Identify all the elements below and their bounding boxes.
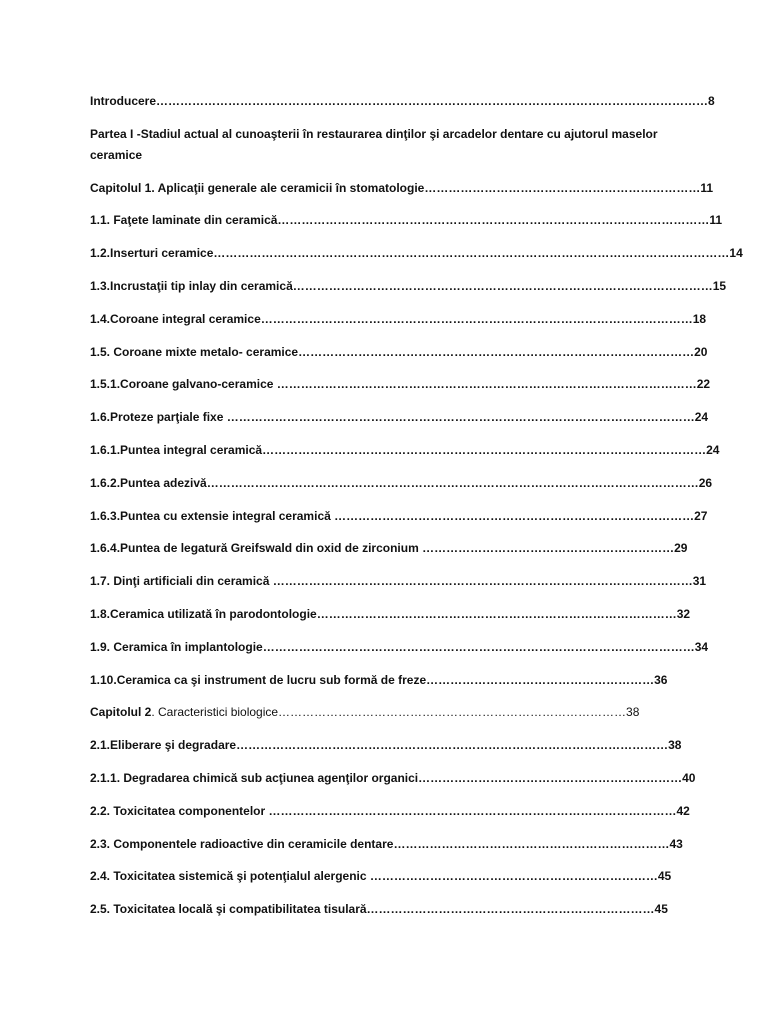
toc-entry-capitolul-2 [90, 702, 650, 723]
toc-text: 2.1.Eliberare şi degradare………………………………………………………………………………………………38 [90, 738, 682, 752]
toc-entry-partea-1 [90, 124, 690, 166]
toc-entry-1-6 [90, 407, 709, 428]
toc-text: 1.6.1.Puntea integral ceramică…………………………………………………………………………………………………24 [90, 443, 720, 457]
toc-text: Partea I -Stadiul actual al cunoaşterii în restaurarea dinţilor şi arcadelor dentare cu ajutorul maselor ceramice [90, 127, 658, 162]
toc-text: 2.5. Toxicitatea locală şi compatibilitatea tisulară………………………………………………………………45 [90, 902, 668, 916]
toc-entry-2-2 [90, 801, 690, 822]
toc-entry-2-4 [90, 866, 672, 887]
toc-text: 1.4.Coroane integral ceramice………………………………………………………………………………………………18 [90, 312, 707, 326]
toc-text: 1.7. Dinţi artificiali din ceramică ……………………………………………………………………………………………31 [90, 574, 707, 588]
toc-text: 1.6.4.Puntea de legatură Greifswald din oxid de zirconium ………………………………………………………29 [90, 541, 688, 555]
toc-entry-1-5 [90, 342, 708, 363]
toc-entry-1-6-2 [90, 473, 713, 494]
toc-text: 1.6.3.Puntea cu extensie integral ceramică ………………………………………………………………………………27 [90, 509, 708, 523]
toc-text: 1.10.Ceramica ca şi instrument de lucru sub formă de freze…………………………………………………36 [90, 673, 668, 687]
toc-entry-capitolul-1 [90, 178, 714, 199]
toc-text: 1.6.Proteze parţiale fixe ………………………………………………………………………………………………………24 [90, 410, 709, 424]
toc-entry-2-5 [90, 899, 668, 920]
toc-text: 1.2.Inserturi ceramice…………………………………………………………………………………………………………………14 [90, 246, 743, 260]
toc-entry-2-1 [90, 735, 682, 756]
toc-text: . Caracteristici biologice……………………………………………………………………………38 [151, 705, 640, 719]
toc-entry-2-3 [90, 834, 683, 855]
toc-entry-1-1 [90, 210, 723, 231]
toc-entry-1-4 [90, 309, 707, 330]
toc-text: 1.3.Incrustaţii tip inlay din ceramică……………………………………………………………………………………………15 [90, 279, 727, 293]
toc-chapter-prefix: Capitolul 2 [90, 705, 152, 719]
toc-entry-1-6-4 [90, 538, 688, 559]
toc-entry-1-9 [90, 637, 709, 658]
toc-entry-1-2 [90, 243, 743, 264]
toc-entry-1-5-1 [90, 374, 711, 395]
toc-entry-1-10 [90, 670, 668, 691]
toc-entry-1-6-1 [90, 440, 720, 461]
toc-text: 1.9. Ceramica în implantologie………………………………………………………………………………………………34 [90, 640, 709, 654]
toc-text: 2.4. Toxicitatea sistemică şi potenţialul alergenic ………………………………………………………………45 [90, 869, 672, 883]
toc-entry-1-6-3 [90, 506, 708, 527]
toc-text: 2.1.1. Degradarea chimică sub acţiunea agenţilor organici…………………………………………………………40 [90, 771, 696, 785]
toc-text: 1.5.1.Coroane galvano-ceramice ……………………………………………………………………………………………22 [90, 377, 711, 391]
toc-text: 1.6.2.Puntea adezivă……………………………………………………………………………………………………………26 [90, 476, 713, 490]
toc-entry-1-8 [90, 604, 691, 625]
toc-chapter-prefix: Capitolul 1 [90, 181, 152, 195]
toc-text: 1.1. Faţete laminate din ceramică………………………………………………………………………………………………11 [90, 213, 723, 227]
toc-text: 2.2. Toxicitatea componentelor …………………………………………………………………………………………42 [90, 804, 690, 818]
toc-entry-1-7 [90, 571, 707, 592]
toc-text: 2.3. Componentele radioactive din ceramicile dentare……………………………………………………………43 [90, 837, 683, 851]
toc-text: Introducere…………………………………………………………………………………………………………………………8 [90, 94, 715, 108]
toc-entry-introducere [90, 91, 715, 112]
toc-text: 1.5. Coroane mixte metalo- ceramice………………………………………………………………………………………20 [90, 345, 708, 359]
toc-text: 1.8.Ceramica utilizată în parodontologie………………………………………………………………………………32 [90, 607, 691, 621]
toc-entry-1-3 [90, 276, 727, 297]
toc-entry-2-1-1 [90, 768, 696, 789]
toc-text: . Aplicaţii generale ale ceramicii în stomatologie……………………………………………………………11 [151, 181, 714, 195]
